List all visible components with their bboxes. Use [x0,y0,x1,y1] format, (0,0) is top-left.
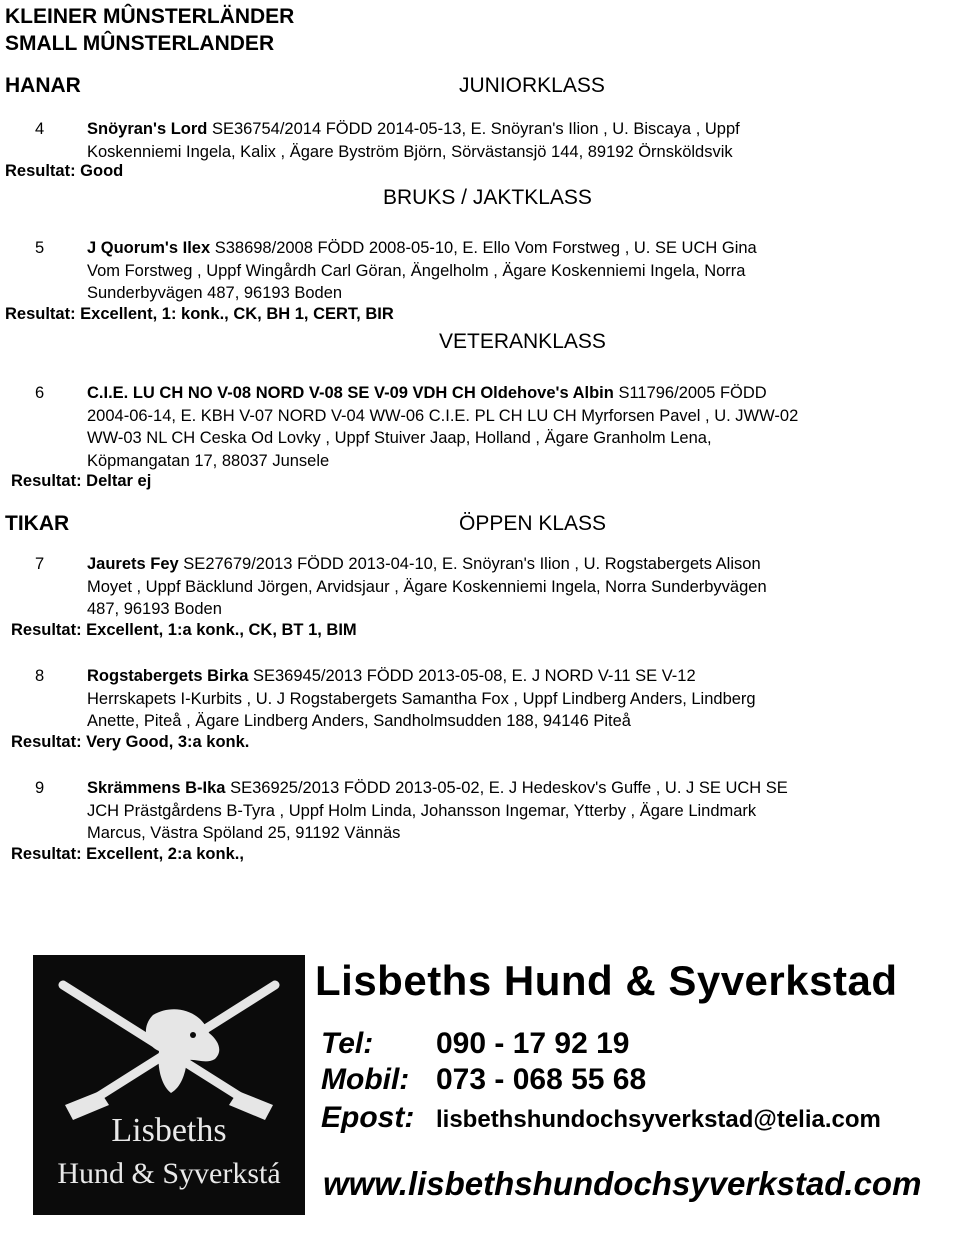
class-veteran: VETERANKLASS [439,330,606,353]
entry-details-line: JCH Prästgårdens B-Tyra , Uppf Holm Linda, Johansson Ingemar, Ytterby , Ägare Lindmark [87,801,757,820]
entry-details-line: Anette, Piteå , Ägare Lindberg Anders, Sandholmsudden 188, 94146 Piteå [87,712,631,730]
dog-name: Skrämmens B-Ika [87,779,226,797]
shop-logo [33,955,305,1215]
mobile-number: 073 - 068 55 68 [436,1063,647,1096]
dog-name: Snöyran's Lord [87,120,208,138]
entry-details-line: Marcus, Västra Spöland 25, 91192 Vännäs [87,824,401,842]
section-males: HANAR [5,74,81,97]
entry-details-line: 2004-06-14, E. KBH V-07 NORD V-04 WW-06 C.I.E. PL CH LU CH Myrforsen Pavel , U. JWW-02 [87,406,799,425]
entry-details-line: S11796/2005 FÖDD [613,384,767,402]
dog-name: Jaurets Fey [87,555,179,573]
logo-text-line1: Lisbeths [111,1112,227,1149]
phone-number: 090 - 17 92 19 [436,1027,630,1060]
ad-title: Lisbeths Hund & Syverkstad [315,957,898,1004]
dog-name: C.I.E. LU CH NO V-08 NORD V-08 SE V-09 VDH CH Oldehove's Albin [87,384,614,402]
entry-details-line: Sunderbyvägen 487, 96193 Boden [87,284,343,302]
entry-details-line: 487, 96193 Boden [87,600,222,618]
entry-number: 9 [35,779,45,797]
ad-email-row [321,1101,881,1135]
class-working: BRUKS / JAKTKLASS [383,186,592,209]
entry-details-line: Moyet , Uppf Bäcklund Jörgen, Arvidsjaur , Ägare Koskenniemi Ingela, Norra Sunderbyvägen [87,577,767,596]
class-open: ÖPPEN KLASS [459,512,607,535]
entry-details-line: SE36925/2013 FÖDD 2013-05-02, E. J Hedeskov's Guffe , U. J SE UCH SE [225,779,788,797]
entry-number: 4 [35,120,45,138]
entry-details-line: SE36945/2013 FÖDD 2013-05-08, E. J NORD V-11 SE V-12 [248,667,696,685]
breed-title-german: KLEINER MÛNSTERLÄNDER [5,5,295,28]
entry-details-line: Herrskapets I-Kurbits , U. J Rogstabergets Samantha Fox , Uppf Lindberg Anders, Lindberg [87,689,756,708]
entry-details-line: WW-03 NL CH Ceska Od Lovky , Uppf Stuiver Jaap, Holland , Ägare Granholm Lena, [87,429,712,447]
breed-title-english: SMALL MÛNSTERLANDER [5,32,275,55]
dog-name: Rogstabergets Birka [87,667,249,685]
entry-details-line: Vom Forstweg , Uppf Wingårdh Carl Göran, Ängelholm , Ägare Koskenniemi Ingela, Norra [87,261,746,280]
ad-phone-row [321,1027,630,1061]
entry-details-line: SE27679/2013 FÖDD 2013-04-10, E. Snöyran's Ilion , U. Rogstabergets Alison [178,555,761,573]
entry-number: 5 [35,239,45,257]
entry-7-result: Resultat: Excellent, 1:a konk., CK, BT 1, BIM [11,621,357,639]
email-address[interactable]: lisbethshundochsyverkstad@telia.com [436,1106,881,1133]
entry-number: 6 [35,384,45,402]
class-junior: JUNIORKLASS [459,74,605,97]
entry-details-line: S38698/2008 FÖDD 2008-05-10, E. Ello Vom Forstweg , U. SE UCH Gina [210,239,757,257]
ad-mobile-row [321,1063,646,1097]
entry-5-result: Resultat: Excellent, 1: konk., CK, BH 1, CERT, BIR [5,305,394,323]
entry-number: 8 [35,667,45,685]
email-label: Epost: [321,1101,415,1134]
entry-details-line: Koskenniemi Ingela, Kalix , Ägare Byström Björn, Sörvästansjö 144, 89192 Örnsköldsvik [87,142,733,161]
website-link[interactable]: www.lisbethshundochsyverkstad.com [323,1165,922,1202]
logo-text-line2: Hund & Syverkstá [57,1157,281,1190]
entry-9-result: Resultat: Excellent, 2:a konk., [11,845,244,863]
entry-details-line: Köpmangatan 17, 88037 Junsele [87,451,330,470]
entry-6-result: Resultat: Deltar ej [11,472,152,490]
entry-4-result: Resultat: Good [5,162,124,180]
phone-label: Tel: [321,1027,374,1060]
entry-8-result: Resultat: Very Good, 3:a konk. [11,733,250,751]
section-females: TIKAR [5,512,70,535]
advertisement [33,955,934,1215]
entry-details-line: SE36754/2014 FÖDD 2014-05-13, E. Snöyran's Ilion , U. Biscaya , Uppf [207,120,740,138]
entry-number: 7 [35,555,45,573]
dog-name: J Quorum's Ilex [87,239,211,257]
mobile-label: Mobil: [321,1063,410,1096]
